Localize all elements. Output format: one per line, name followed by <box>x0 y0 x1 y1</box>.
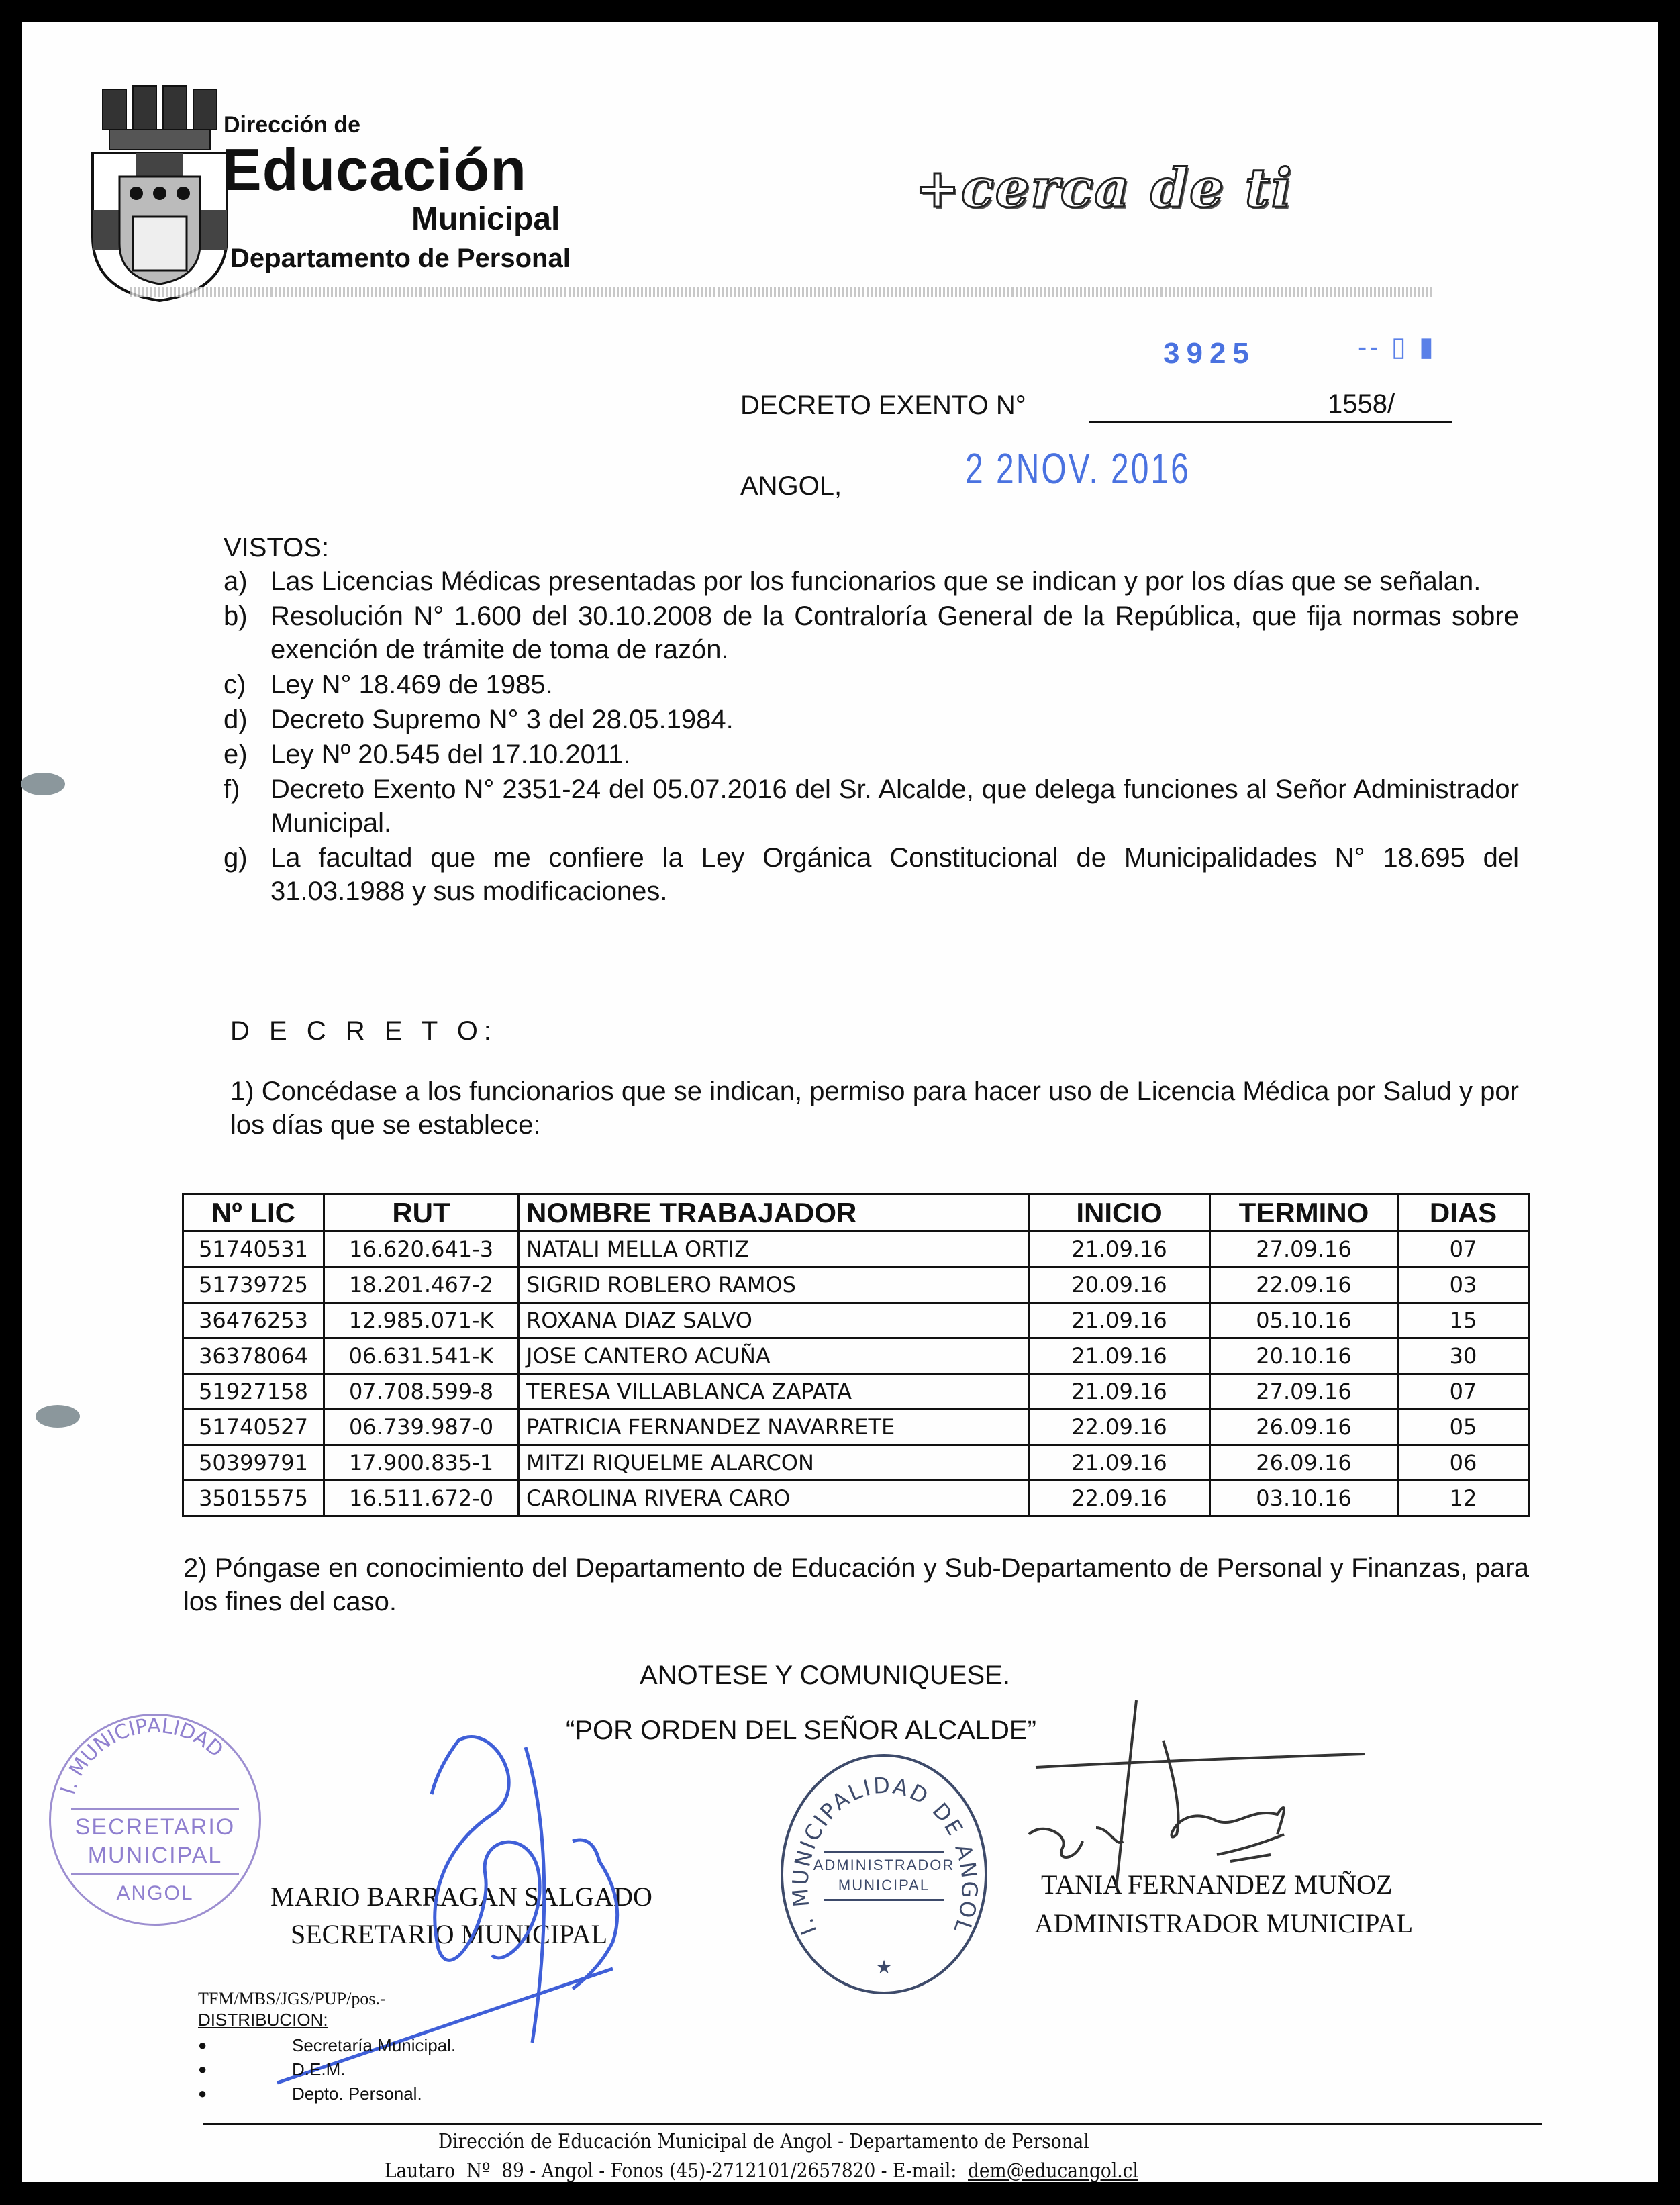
cell-days: 06 <box>1398 1445 1529 1481</box>
col-header-nombre: NOMBRE TRABAJADOR <box>519 1195 1029 1232</box>
medical-leave-table <box>182 1193 1530 1517</box>
cell-lic-number: 51740531 <box>183 1232 324 1267</box>
table-row <box>183 1481 1529 1516</box>
seal-rule <box>824 1899 944 1901</box>
decreto-point-2: 2) Póngase en conocimiento del Departamento de Educación y Sub-Departamento de Personal y Finanzas, para los fines del caso. <box>183 1553 1529 1616</box>
vistos-text: Resolución N° 1.600 del 30.10.2008 de la Contraloría General de la República, que fija normas sobre exención de trámite de toma de razón. <box>270 601 1519 665</box>
administrator-seal <box>781 1754 987 1994</box>
seal-rule <box>824 1851 944 1853</box>
bullet-icon: ● <box>198 2085 207 2102</box>
cell-start-date: 21.09.16 <box>1029 1374 1210 1410</box>
document-page <box>22 22 1658 2182</box>
cell-end-date: 26.09.16 <box>1210 1445 1398 1481</box>
coat-of-arms-icon <box>89 83 230 304</box>
logo-line-departamento: Departamento de Personal <box>230 244 571 273</box>
cell-lic-number: 50399791 <box>183 1445 324 1481</box>
punch-hole-bottom <box>36 1405 80 1428</box>
distribution-title: DISTRIBUCION: <box>198 2010 328 2030</box>
vistos-text: Decreto Exento N° 2351-24 del 05.07.2016 del Sr. Alcalde, que delega funciones al Señor Administrador Municipal. <box>270 775 1519 838</box>
footer-address: Lautaro Nº 89 - Angol - Fonos (45)-2712101/2657820 - E-mail: <box>385 2159 969 2183</box>
logo-line-municipal: Municipal <box>411 201 560 237</box>
distribution-item <box>198 2033 456 2057</box>
star-icon: ★ <box>875 1957 893 1977</box>
table-row <box>183 1338 1529 1374</box>
cell-start-date: 21.09.16 <box>1029 1338 1210 1374</box>
vistos-letter: e) <box>224 740 248 769</box>
vistos-letter: b) <box>224 601 248 631</box>
vistos-letter: d) <box>224 705 248 734</box>
vistos-item <box>224 841 1519 908</box>
cell-end-date: 20.10.16 <box>1210 1338 1398 1374</box>
cell-start-date: 20.09.16 <box>1029 1267 1210 1303</box>
decree-label: DECRETO EXENTO N° <box>740 391 1026 420</box>
decree-number-line <box>1089 421 1452 423</box>
vistos-text: Ley Nº 20.545 del 17.10.2011. <box>270 740 631 769</box>
table-row <box>183 1232 1529 1267</box>
vistos-letter: g) <box>224 843 248 873</box>
cell-rut: 06.739.987-0 <box>324 1410 519 1445</box>
cell-rut: 06.631.541-K <box>324 1338 519 1374</box>
cell-rut: 16.511.672-0 <box>324 1481 519 1516</box>
cell-worker-name: ROXANA DIAZ SALVO <box>519 1303 1029 1338</box>
cell-start-date: 22.09.16 <box>1029 1410 1210 1445</box>
cell-worker-name: JOSE CANTERO ACUÑA <box>519 1338 1029 1374</box>
stamp-registry-number: 3925 <box>1163 337 1256 370</box>
col-header-lic: Nº LIC <box>183 1195 324 1232</box>
logo-line-direccion: Dirección de <box>224 112 361 138</box>
distribution-item <box>198 2081 456 2106</box>
city-label: ANGOL, <box>740 471 842 501</box>
vistos-letter: a) <box>224 567 248 596</box>
footer-organization: Dirección de Educación Municipal de Angol - Departamento de Personal <box>438 2130 1089 2153</box>
distribution-item <box>198 2057 456 2081</box>
cell-end-date: 26.09.16 <box>1210 1410 1398 1445</box>
col-header-inicio: INICIO <box>1029 1195 1210 1232</box>
vistos-item <box>224 668 1519 701</box>
seal-left-line1: SECRETARIO <box>75 1814 236 1840</box>
cell-worker-name: PATRICIA FERNANDEZ NAVARRETE <box>519 1410 1029 1445</box>
vistos-item <box>224 565 1519 598</box>
vistos-item <box>224 738 1519 771</box>
cell-worker-name: MITZI RIQUELME ALARCON <box>519 1445 1029 1481</box>
cell-lic-number: 51739725 <box>183 1267 324 1303</box>
cell-lic-number: 36476253 <box>183 1303 324 1338</box>
cell-lic-number: 36378064 <box>183 1338 324 1374</box>
decreto-title: D E C R E T O: <box>230 1016 497 1046</box>
administrator-signature-icon <box>1029 1700 1365 1888</box>
table-row <box>183 1303 1529 1338</box>
vistos-item <box>224 599 1519 667</box>
vistos-text: La facultad que me confiere la Ley Orgánica Constitucional de Municipalidades N° 18.695 del 31.03.1988 y sus modificaciones. <box>270 843 1519 906</box>
seal-rule <box>71 1873 239 1875</box>
punch-hole-top <box>21 773 65 795</box>
slogan: +cerca de ti <box>915 156 1293 219</box>
decree-number: 1558/ <box>1328 389 1395 419</box>
secretary-name: MARIO BARRAGAN SALGADO <box>270 1881 652 1912</box>
vistos-text: Ley N° 18.469 de 1985. <box>270 670 553 699</box>
seal-left-arc-label: I. MUNICIPALIDAD <box>56 1716 228 1798</box>
vistos-item <box>224 773 1519 840</box>
cell-end-date: 22.09.16 <box>1210 1267 1398 1303</box>
stamp-marks: -- ▯ ▮ <box>1358 332 1436 362</box>
distribution-item-label: D.E.M. <box>292 2059 346 2079</box>
logo-line-educacion: Educación <box>222 136 527 203</box>
cell-days: 12 <box>1398 1481 1529 1516</box>
distribution-list <box>198 2033 456 2106</box>
seal-right-line1: ADMINISTRADOR <box>813 1857 955 1873</box>
cell-start-date: 21.09.16 <box>1029 1232 1210 1267</box>
col-header-termino: TERMINO <box>1210 1195 1398 1232</box>
table-row <box>183 1410 1529 1445</box>
reference-initials: TFM/MBS/JGS/PUP/pos.- <box>198 1989 386 2008</box>
cell-rut: 16.620.641-3 <box>324 1232 519 1267</box>
vistos-item <box>224 703 1519 736</box>
administrator-name: TANIA FERNANDEZ MUÑOZ <box>1041 1869 1393 1900</box>
cell-rut: 12.985.071-K <box>324 1303 519 1338</box>
anotese-text: ANOTESE Y COMUNIQUESE. <box>640 1661 1010 1690</box>
por-orden-text: “POR ORDEN DEL SEÑOR ALCALDE” <box>566 1716 1036 1745</box>
vistos-title: VISTOS: <box>224 533 330 562</box>
seal-left-bottom: ANGOL <box>116 1882 194 1904</box>
table-row <box>183 1374 1529 1410</box>
col-header-dias: DIAS <box>1398 1195 1529 1232</box>
seal-right-line2: MUNICIPAL <box>838 1877 930 1894</box>
administrator-role: ADMINISTRADOR MUNICIPAL <box>1034 1908 1414 1939</box>
bullet-icon: ● <box>198 2037 207 2053</box>
cell-worker-name: CAROLINA RIVERA CARO <box>519 1481 1029 1516</box>
svg-text:I. MUNICIPALIDAD DE ANGOL <box>787 1773 983 1939</box>
cell-days: 05 <box>1398 1410 1529 1445</box>
header-divider <box>130 287 1432 297</box>
secretary-role: SECRETARIO MUNICIPAL <box>291 1919 608 1949</box>
cell-end-date: 27.09.16 <box>1210 1232 1398 1267</box>
cell-end-date: 27.09.16 <box>1210 1374 1398 1410</box>
cell-days: 30 <box>1398 1338 1529 1374</box>
cell-rut: 07.708.599-8 <box>324 1374 519 1410</box>
table-row <box>183 1445 1529 1481</box>
distribution-item-label: Depto. Personal. <box>292 2083 422 2104</box>
footer-contact <box>385 2159 1138 2184</box>
cell-days: 03 <box>1398 1267 1529 1303</box>
cell-rut: 17.900.835-1 <box>324 1445 519 1481</box>
col-header-rut: RUT <box>324 1195 519 1232</box>
svg-text:I. MUNICIPALIDAD <box>56 1716 228 1797</box>
stamp-date: 2 2NOV. 2016 <box>965 444 1191 493</box>
table-header-row <box>183 1195 1529 1232</box>
vistos-letter: f) <box>224 775 240 804</box>
bullet-icon: ● <box>198 2061 207 2077</box>
table-row <box>183 1267 1529 1303</box>
cell-lic-number: 51927158 <box>183 1374 324 1410</box>
seal-left-line2: MUNICIPAL <box>87 1843 223 1868</box>
cell-lic-number: 35015575 <box>183 1481 324 1516</box>
seal-rule <box>71 1808 239 1810</box>
vistos-list <box>224 565 1519 910</box>
vistos-letter: c) <box>224 670 246 699</box>
vistos-text: Decreto Supremo N° 3 del 28.05.1984. <box>270 705 734 734</box>
cell-days: 07 <box>1398 1374 1529 1410</box>
secretary-seal <box>49 1714 261 1926</box>
cell-start-date: 21.09.16 <box>1029 1303 1210 1338</box>
cell-end-date: 05.10.16 <box>1210 1303 1398 1338</box>
footer-email-link[interactable]: dem@educangol.cl <box>968 2159 1138 2183</box>
cell-lic-number: 51740527 <box>183 1410 324 1445</box>
vistos-text: Las Licencias Médicas presentadas por los funcionarios que se indican y por los días que se señalan. <box>270 567 1481 596</box>
distribution-item-label: Secretaría Municipal. <box>292 2035 456 2055</box>
cell-end-date: 03.10.16 <box>1210 1481 1398 1516</box>
decreto-point-1: 1) Concédase a los funcionarios que se indican, permiso para hacer uso de Licencia Médica por Salud y por los días que se establece: <box>230 1077 1519 1140</box>
footer-divider <box>203 2123 1542 2125</box>
cell-start-date: 22.09.16 <box>1029 1481 1210 1516</box>
cell-start-date: 21.09.16 <box>1029 1445 1210 1481</box>
cell-days: 07 <box>1398 1232 1529 1267</box>
cell-worker-name: NATALI MELLA ORTIZ <box>519 1232 1029 1267</box>
cell-rut: 18.201.467-2 <box>324 1267 519 1303</box>
cell-worker-name: TERESA VILLABLANCA ZAPATA <box>519 1374 1029 1410</box>
seal-right-arc-label: I. MUNICIPALIDAD DE ANGOL <box>787 1772 983 1939</box>
cell-worker-name: SIGRID ROBLERO RAMOS <box>519 1267 1029 1303</box>
cell-days: 15 <box>1398 1303 1529 1338</box>
